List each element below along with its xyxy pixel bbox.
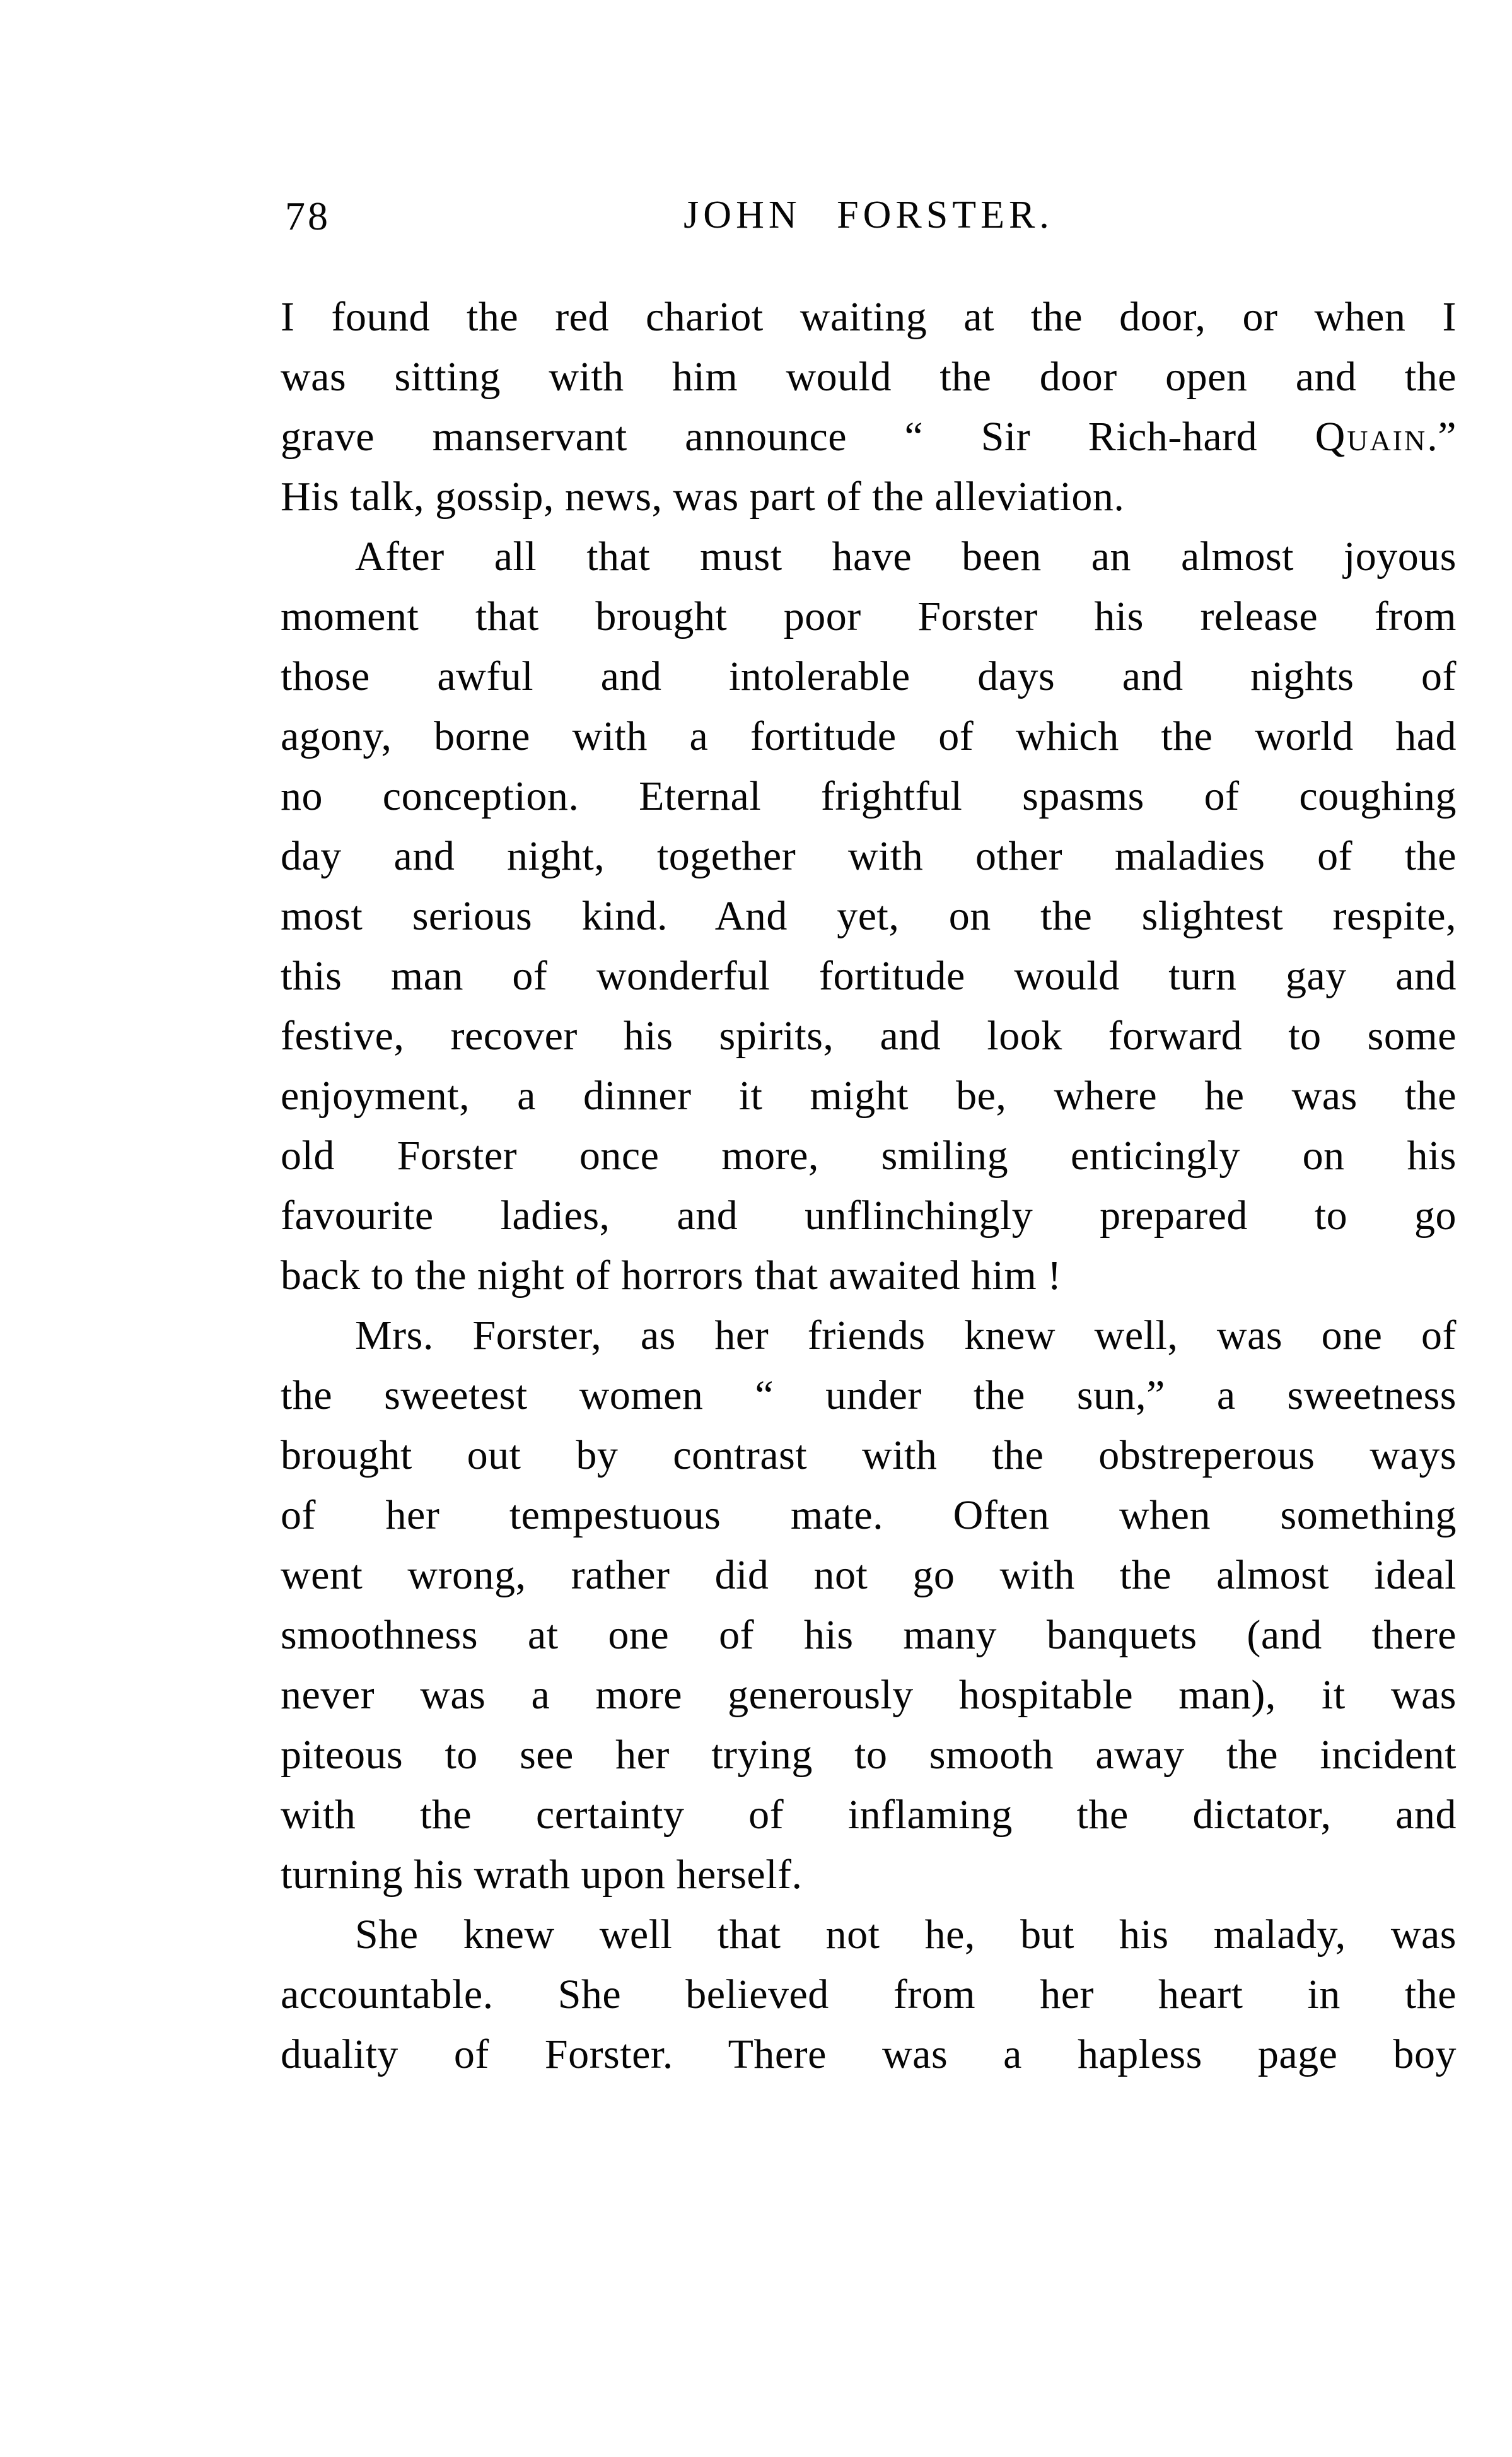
text-line: never was a more generously hospitable man), it was [281, 1672, 1457, 1718]
smallcaps-text: Quain [1315, 414, 1428, 460]
text-line: day and night, together with other maladies of the [281, 833, 1457, 879]
paragraph [281, 287, 1457, 527]
page-number: 78 [285, 194, 330, 238]
text-line: festive, recover his spirits, and look forward to some [281, 1013, 1457, 1059]
text-line: I found the red chariot waiting at the door, or when I [281, 294, 1457, 340]
text-line: enjoyment, a dinner it might be, where he was the [281, 1073, 1457, 1119]
text-line: back to the night of horrors that awaited him ! [281, 1252, 1062, 1299]
text-line: She knew well that not he, but his malady, was [355, 1911, 1457, 1958]
text-line: duality of Forster. There was a hapless page boy [281, 2031, 1457, 2077]
text-line: Mrs. Forster, as her friends knew well, was one of [355, 1312, 1457, 1358]
text-line: smoothness at one of his many banquets (and there [281, 1612, 1457, 1658]
text-line: was sitting with him would the door open and the [281, 354, 1457, 400]
text-line: grave manservant announce “ Sir Rich-hard Quain.” [281, 414, 1457, 460]
paragraph [281, 1905, 1457, 2084]
text-line: accountable. She believed from her heart in the [281, 1971, 1457, 2017]
text-line: no conception. Eternal frightful spasms of coughing [281, 773, 1457, 819]
text-line: turning his wrath upon herself. [281, 1852, 803, 1898]
text-line: favourite ladies, and unflinchingly prepared to go [281, 1193, 1457, 1239]
text-line: His talk, gossip, news, was part of the alleviation. [281, 474, 1125, 520]
text-line: of her tempestuous mate. Often when something [281, 1492, 1457, 1538]
text-line: most serious kind. And yet, on the slightest respite, [281, 893, 1457, 939]
text-line: old Forster once more, smiling enticingly on his [281, 1133, 1457, 1179]
text-line: went wrong, rather did not go with the almost ideal [281, 1552, 1457, 1598]
text-line: the sweetest women “ under the sun,” a sweetness [281, 1372, 1457, 1418]
text-line: with the certainty of inflaming the dictator, and [281, 1792, 1457, 1838]
text-line: piteous to see her trying to smooth away the incident [281, 1732, 1457, 1778]
text-line: moment that brought poor Forster his release from [281, 593, 1457, 639]
paragraph [281, 527, 1457, 1305]
running-header: JOHN FORSTER. [683, 194, 1054, 236]
body-text [281, 287, 1457, 2084]
paragraph [281, 1305, 1457, 1905]
text-line: After all that must have been an almost joyous [355, 534, 1457, 580]
text-line: brought out by contrast with the obstreperous ways [281, 1432, 1457, 1478]
text-line: those awful and intolerable days and nights of [281, 653, 1457, 699]
text-line: agony, borne with a fortitude of which the world had [281, 713, 1457, 759]
text-line: this man of wonderful fortitude would turn gay and [281, 953, 1457, 999]
